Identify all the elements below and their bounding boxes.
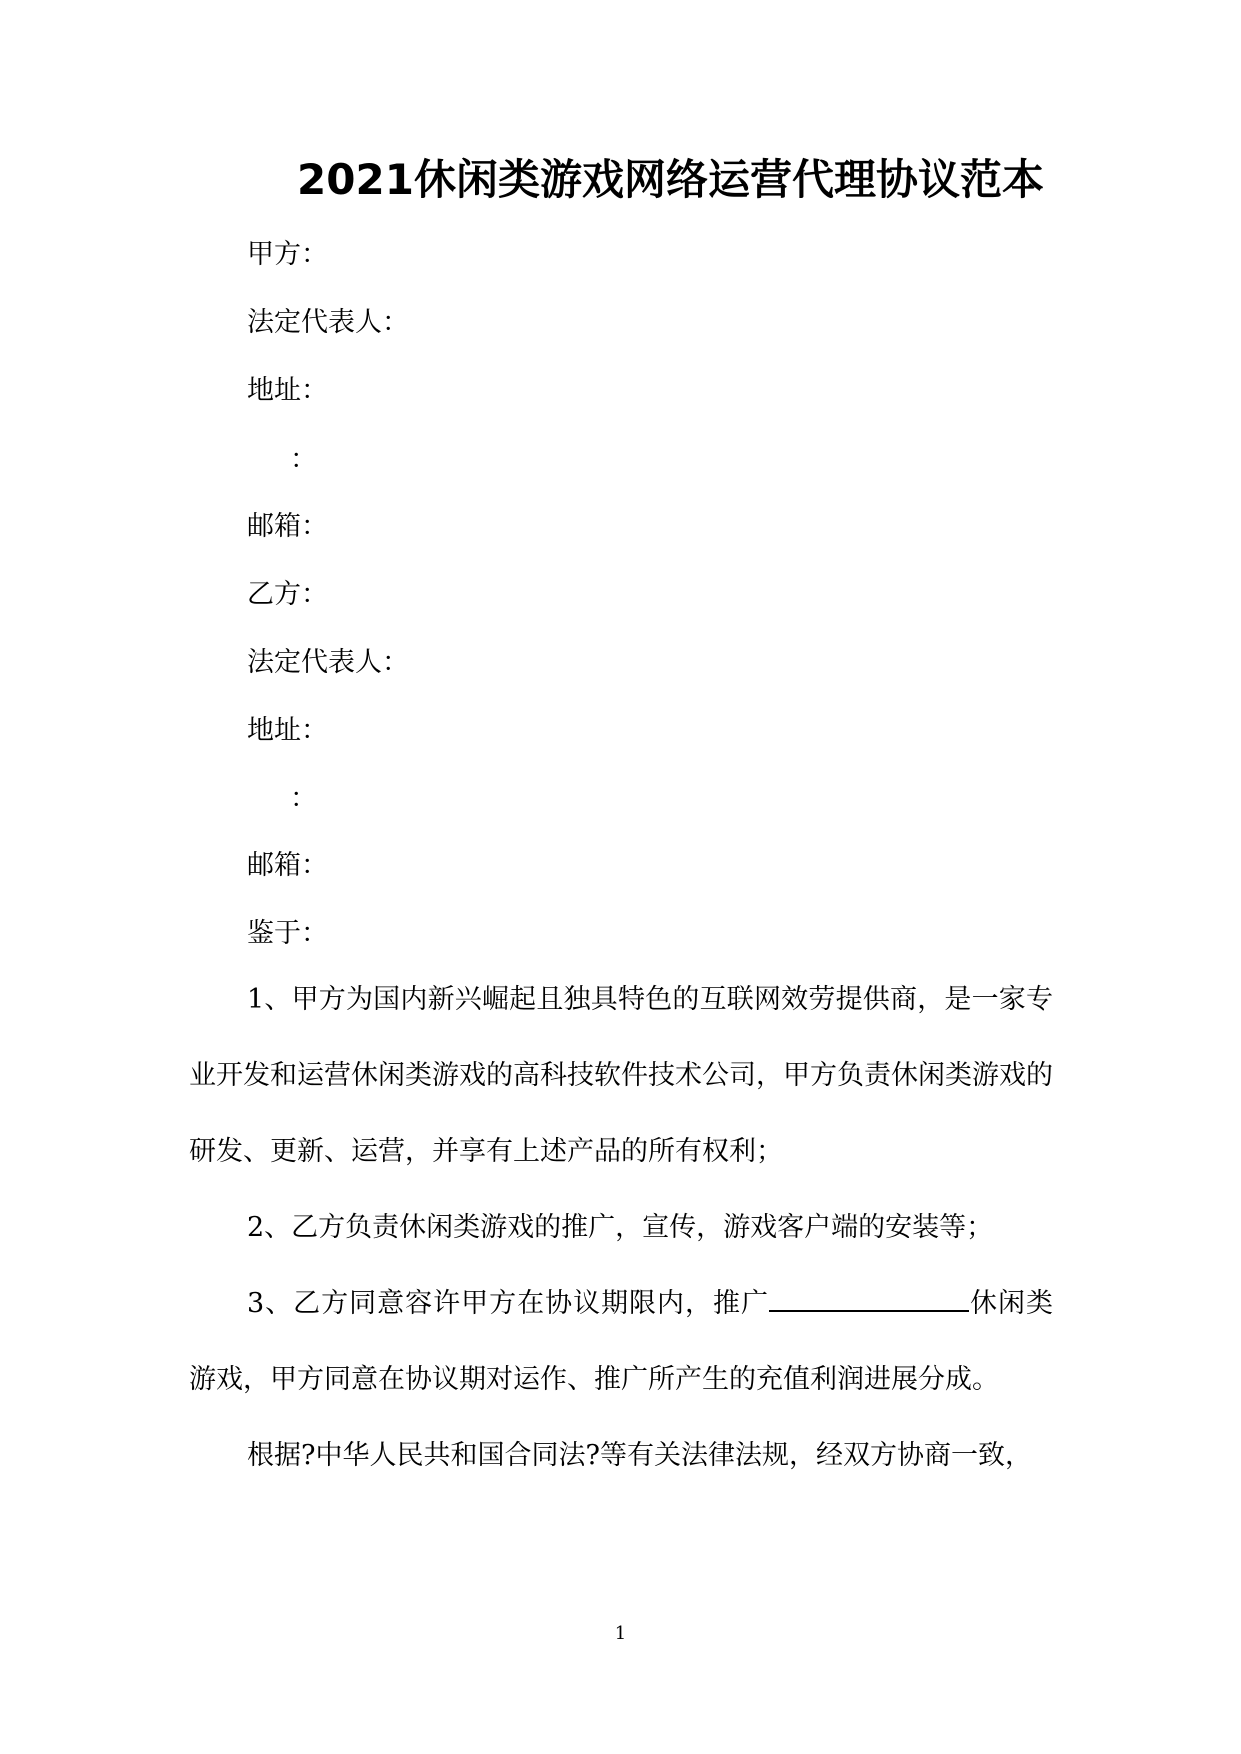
party-a-address-label: 地址：	[247, 375, 328, 406]
party-b-email-label: 邮箱：	[247, 850, 328, 881]
party-a-label: 甲方：	[247, 239, 328, 270]
clause-3-text-after-blank: 休闲类游戏，甲方同意在协议期对运作、推广所产生的充值利润进展分成。	[189, 1288, 1053, 1395]
party-b-colon-label: ：	[290, 783, 317, 814]
basis-paragraph	[189, 1418, 1053, 1494]
clause-1-paragraph	[189, 962, 1053, 1190]
fill-in-blank	[769, 1282, 969, 1312]
party-b-legal-rep-label: 法定代表人：	[247, 647, 409, 678]
clause-3-paragraph	[189, 1266, 1053, 1418]
clause-1-text: 1、甲方为国内新兴崛起且独具特色的互联网效劳提供商，是一家专业开发和运营休闲类游戏的高科技软件技术公司，甲方负责休闲类游戏的研发、更新、运营，并享有上述产品的所有权利；	[189, 984, 1053, 1167]
party-b-label: 乙方：	[247, 579, 328, 610]
document-title: 2021休闲类游戏网络运营代理协议范本	[297, 155, 1044, 204]
page-number: 1	[614, 1623, 627, 1644]
clause-2-text: 2、乙方负责休闲类游戏的推广，宣传，游戏客户端的安装等；	[247, 1212, 994, 1243]
basis-text: 根据?中华人民共和国合同法?等有关法律法规，经双方协商一致，	[247, 1440, 1032, 1471]
party-b-address-label: 地址：	[247, 715, 328, 746]
party-a-colon-label: ：	[290, 444, 317, 475]
party-a-legal-rep-label: 法定代表人：	[247, 307, 409, 338]
clause-3-text-before-blank: 3、乙方同意容许甲方在协议期限内，推广	[247, 1288, 770, 1319]
party-a-email-label: 邮箱：	[247, 511, 328, 542]
clause-2-paragraph	[189, 1190, 1053, 1266]
whereas-label: 鉴于：	[247, 918, 328, 949]
